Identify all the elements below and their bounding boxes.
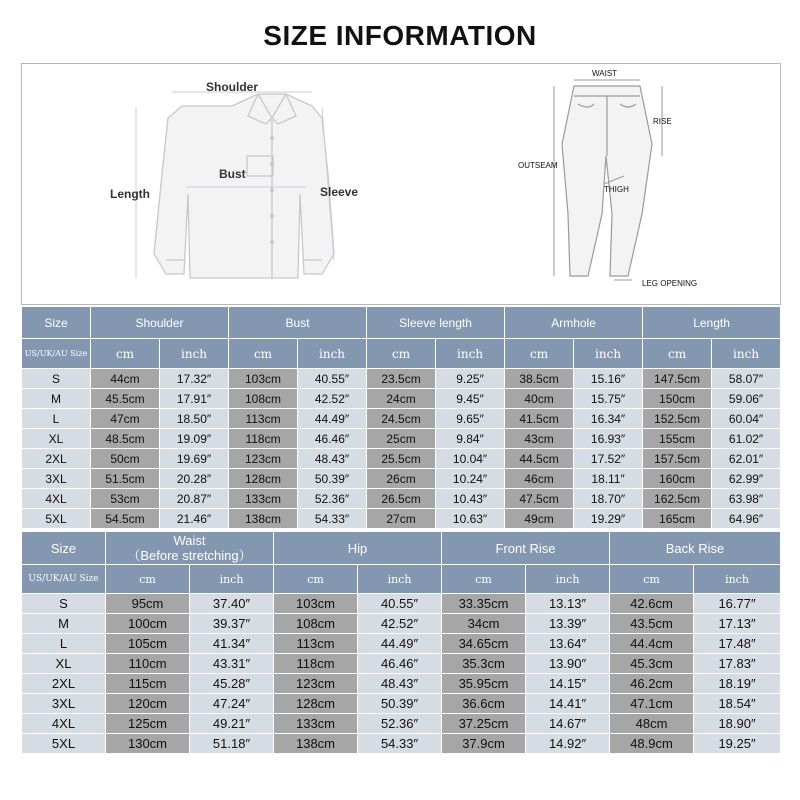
inch-cell: 41.34″: [190, 634, 274, 654]
inch-cell: 16.93″: [574, 429, 643, 449]
cm-cell: 44.4cm: [610, 634, 694, 654]
inch-cell: 17.52″: [574, 449, 643, 469]
rise-label: RISE: [653, 117, 672, 126]
size-cell: 4XL: [22, 714, 106, 734]
inch-cell: 16.34″: [574, 409, 643, 429]
cm-cell: 25.5cm: [367, 449, 436, 469]
size-label: US/UK/AU Size: [22, 565, 106, 594]
unit-inch: inch: [436, 339, 505, 369]
cm-cell: 48cm: [610, 714, 694, 734]
cm-cell: 23.5cm: [367, 369, 436, 389]
cm-cell: 162.5cm: [643, 489, 712, 509]
size-cell: 3XL: [22, 694, 106, 714]
size-cell: 2XL: [22, 674, 106, 694]
table-row: [22, 714, 781, 734]
unit-cm: cm: [229, 339, 298, 369]
inch-cell: 18.90″: [694, 714, 781, 734]
cm-cell: 155cm: [643, 429, 712, 449]
header-waist-note: （Before stretching）: [127, 548, 252, 563]
cm-cell: 48.9cm: [610, 734, 694, 754]
inch-cell: 10.24″: [436, 469, 505, 489]
cm-cell: 54.5cm: [91, 509, 160, 529]
cm-cell: 42.6cm: [610, 594, 694, 614]
cm-cell: 125cm: [106, 714, 190, 734]
size-cell: 5XL: [22, 509, 91, 529]
header-waist: [106, 532, 274, 565]
cm-cell: 46cm: [505, 469, 574, 489]
cm-cell: 165cm: [643, 509, 712, 529]
cm-cell: 34.65cm: [442, 634, 526, 654]
cm-cell: 133cm: [274, 714, 358, 734]
page-title: SIZE INFORMATION: [263, 20, 537, 51]
table-row: [22, 489, 781, 509]
size-cell: 4XL: [22, 489, 91, 509]
inch-cell: 46.46″: [298, 429, 367, 449]
inch-cell: 50.39″: [298, 469, 367, 489]
table-row: [22, 369, 781, 389]
cm-cell: 45.3cm: [610, 654, 694, 674]
header-front-rise: Front Rise: [442, 532, 610, 565]
cm-cell: 128cm: [274, 694, 358, 714]
header-shoulder: Shoulder: [91, 307, 229, 339]
cm-cell: 157.5cm: [643, 449, 712, 469]
inch-cell: 14.41″: [526, 694, 610, 714]
inch-cell: 39.37″: [190, 614, 274, 634]
unit-inch: inch: [298, 339, 367, 369]
header-size: Size: [22, 307, 91, 339]
cm-cell: 41.5cm: [505, 409, 574, 429]
table-row: [22, 409, 781, 429]
cm-cell: 160cm: [643, 469, 712, 489]
unit-cm: cm: [367, 339, 436, 369]
inch-cell: 46.46″: [358, 654, 442, 674]
unit-cm: cm: [274, 565, 358, 594]
shirt-illustration: [154, 94, 334, 278]
inch-cell: 9.25″: [436, 369, 505, 389]
thigh-label: THIGH: [604, 185, 629, 194]
table-row: [22, 634, 781, 654]
cm-cell: 133cm: [229, 489, 298, 509]
bust-label: Bust: [219, 167, 246, 181]
cm-cell: 130cm: [106, 734, 190, 754]
pants-table-header-row: [22, 532, 781, 565]
pants-table-unit-row: [22, 565, 781, 594]
unit-cm: cm: [91, 339, 160, 369]
cm-cell: 47cm: [91, 409, 160, 429]
cm-cell: 100cm: [106, 614, 190, 634]
inch-cell: 40.55″: [298, 369, 367, 389]
table-row: [22, 734, 781, 754]
sleeve-label: Sleeve: [320, 185, 359, 199]
size-cell: XL: [22, 654, 106, 674]
leg-opening-label: LEG OPENING: [642, 279, 698, 288]
cm-cell: 35.95cm: [442, 674, 526, 694]
inch-cell: 50.39″: [358, 694, 442, 714]
size-cell: S: [22, 594, 106, 614]
length-label: Length: [110, 187, 150, 201]
garment-illustration: [22, 64, 780, 304]
cm-cell: 40cm: [505, 389, 574, 409]
inch-cell: 18.54″: [694, 694, 781, 714]
inch-cell: 19.29″: [574, 509, 643, 529]
inch-cell: 16.77″: [694, 594, 781, 614]
unit-inch: inch: [574, 339, 643, 369]
cm-cell: 35.3cm: [442, 654, 526, 674]
cm-cell: 43cm: [505, 429, 574, 449]
inch-cell: 14.67″: [526, 714, 610, 734]
inch-cell: 42.52″: [358, 614, 442, 634]
cm-cell: 120cm: [106, 694, 190, 714]
cm-cell: 147.5cm: [643, 369, 712, 389]
unit-cm: cm: [643, 339, 712, 369]
table-row: [22, 614, 781, 634]
cm-cell: 38.5cm: [505, 369, 574, 389]
inch-cell: 37.40″: [190, 594, 274, 614]
inch-cell: 18.50″: [160, 409, 229, 429]
inch-cell: 17.83″: [694, 654, 781, 674]
inch-cell: 20.87″: [160, 489, 229, 509]
header-back-rise: Back Rise: [610, 532, 781, 565]
inch-cell: 15.75″: [574, 389, 643, 409]
inch-cell: 18.11″: [574, 469, 643, 489]
waist-label: WAIST: [592, 69, 618, 78]
cm-cell: 51.5cm: [91, 469, 160, 489]
inch-cell: 17.48″: [694, 634, 781, 654]
cm-cell: 27cm: [367, 509, 436, 529]
cm-cell: 118cm: [274, 654, 358, 674]
cm-cell: 47.5cm: [505, 489, 574, 509]
cm-cell: 118cm: [229, 429, 298, 449]
cm-cell: 152.5cm: [643, 409, 712, 429]
size-cell: L: [22, 409, 91, 429]
inch-cell: 14.92″: [526, 734, 610, 754]
cm-cell: 48.5cm: [91, 429, 160, 449]
cm-cell: 36.6cm: [442, 694, 526, 714]
header-armhole: Armhole: [505, 307, 643, 339]
size-cell: 2XL: [22, 449, 91, 469]
inch-cell: 17.91″: [160, 389, 229, 409]
cm-cell: 47.1cm: [610, 694, 694, 714]
cm-cell: 44cm: [91, 369, 160, 389]
table-row: [22, 429, 781, 449]
cm-cell: 103cm: [274, 594, 358, 614]
size-cell: S: [22, 369, 91, 389]
cm-cell: 150cm: [643, 389, 712, 409]
inch-cell: 47.24″: [190, 694, 274, 714]
cm-cell: 53cm: [91, 489, 160, 509]
unit-cm: cm: [442, 565, 526, 594]
unit-inch: inch: [712, 339, 781, 369]
unit-inch: inch: [694, 565, 781, 594]
cm-cell: 50cm: [91, 449, 160, 469]
inch-cell: 42.52″: [298, 389, 367, 409]
cm-cell: 26cm: [367, 469, 436, 489]
inch-cell: 52.36″: [298, 489, 367, 509]
inch-cell: 64.96″: [712, 509, 781, 529]
inch-cell: 13.13″: [526, 594, 610, 614]
unit-inch: inch: [526, 565, 610, 594]
inch-cell: 60.04″: [712, 409, 781, 429]
inch-cell: 49.21″: [190, 714, 274, 734]
table-row: [22, 654, 781, 674]
inch-cell: 13.90″: [526, 654, 610, 674]
inch-cell: 19.25″: [694, 734, 781, 754]
cm-cell: 49cm: [505, 509, 574, 529]
inch-cell: 54.33″: [298, 509, 367, 529]
table-row: [22, 674, 781, 694]
inch-cell: 10.43″: [436, 489, 505, 509]
cm-cell: 103cm: [229, 369, 298, 389]
table-row: [22, 594, 781, 614]
cm-cell: 138cm: [274, 734, 358, 754]
table-row: [22, 509, 781, 529]
cm-cell: 108cm: [274, 614, 358, 634]
cm-cell: 123cm: [274, 674, 358, 694]
cm-cell: 24cm: [367, 389, 436, 409]
inch-cell: 40.55″: [358, 594, 442, 614]
cm-cell: 37.25cm: [442, 714, 526, 734]
outseam-label: OUTSEAM: [518, 161, 558, 170]
table-row: [22, 449, 781, 469]
cm-cell: 113cm: [274, 634, 358, 654]
table-row: [22, 469, 781, 489]
header-length: Length: [643, 307, 781, 339]
pants-size-table: [21, 531, 781, 754]
inch-cell: 18.19″: [694, 674, 781, 694]
unit-cm: cm: [610, 565, 694, 594]
header-waist-label: Waist: [173, 533, 206, 548]
inch-cell: 9.84″: [436, 429, 505, 449]
cm-cell: 128cm: [229, 469, 298, 489]
header-bust: Bust: [229, 307, 367, 339]
cm-cell: 108cm: [229, 389, 298, 409]
inch-cell: 48.43″: [358, 674, 442, 694]
cm-cell: 138cm: [229, 509, 298, 529]
unit-cm: cm: [505, 339, 574, 369]
inch-cell: 62.01″: [712, 449, 781, 469]
inch-cell: 21.46″: [160, 509, 229, 529]
inch-cell: 19.09″: [160, 429, 229, 449]
unit-inch: inch: [160, 339, 229, 369]
size-diagram: [21, 63, 781, 305]
cm-cell: 123cm: [229, 449, 298, 469]
pants-table-body: [22, 594, 781, 754]
inch-cell: 9.65″: [436, 409, 505, 429]
size-label: US/UK/AU Size: [22, 339, 91, 369]
inch-cell: 43.31″: [190, 654, 274, 674]
cm-cell: 37.9cm: [442, 734, 526, 754]
size-cell: M: [22, 614, 106, 634]
inch-cell: 20.28″: [160, 469, 229, 489]
cm-cell: 26.5cm: [367, 489, 436, 509]
inch-cell: 54.33″: [358, 734, 442, 754]
unit-inch: inch: [190, 565, 274, 594]
shirt-table-body: [22, 369, 781, 529]
cm-cell: 105cm: [106, 634, 190, 654]
inch-cell: 14.15″: [526, 674, 610, 694]
cm-cell: 113cm: [229, 409, 298, 429]
cm-cell: 95cm: [106, 594, 190, 614]
inch-cell: 17.32″: [160, 369, 229, 389]
inch-cell: 58.07″: [712, 369, 781, 389]
cm-cell: 110cm: [106, 654, 190, 674]
inch-cell: 17.13″: [694, 614, 781, 634]
inch-cell: 48.43″: [298, 449, 367, 469]
size-cell: L: [22, 634, 106, 654]
size-cell: XL: [22, 429, 91, 449]
shirt-size-table: [21, 306, 781, 529]
unit-inch: inch: [358, 565, 442, 594]
inch-cell: 13.39″: [526, 614, 610, 634]
size-cell: M: [22, 389, 91, 409]
shirt-table-header-row: [22, 307, 781, 339]
cm-cell: 44.5cm: [505, 449, 574, 469]
header-size: Size: [22, 532, 106, 565]
inch-cell: 45.28″: [190, 674, 274, 694]
pants-illustration: [562, 86, 652, 276]
inch-cell: 63.98″: [712, 489, 781, 509]
cm-cell: 45.5cm: [91, 389, 160, 409]
inch-cell: 19.69″: [160, 449, 229, 469]
table-row: [22, 694, 781, 714]
inch-cell: 44.49″: [298, 409, 367, 429]
inch-cell: 15.16″: [574, 369, 643, 389]
header-hip: Hip: [274, 532, 442, 565]
inch-cell: 10.63″: [436, 509, 505, 529]
inch-cell: 51.18″: [190, 734, 274, 754]
inch-cell: 44.49″: [358, 634, 442, 654]
inch-cell: 9.45″: [436, 389, 505, 409]
inch-cell: 62.99″: [712, 469, 781, 489]
inch-cell: 18.70″: [574, 489, 643, 509]
inch-cell: 10.04″: [436, 449, 505, 469]
cm-cell: 24.5cm: [367, 409, 436, 429]
inch-cell: 61.02″: [712, 429, 781, 449]
unit-cm: cm: [106, 565, 190, 594]
cm-cell: 34cm: [442, 614, 526, 634]
cm-cell: 46.2cm: [610, 674, 694, 694]
inch-cell: 52.36″: [358, 714, 442, 734]
size-cell: 3XL: [22, 469, 91, 489]
cm-cell: 25cm: [367, 429, 436, 449]
shirt-table-unit-row: [22, 339, 781, 369]
header-sleeve-length: Sleeve length: [367, 307, 505, 339]
cm-cell: 115cm: [106, 674, 190, 694]
inch-cell: 59.06″: [712, 389, 781, 409]
cm-cell: 43.5cm: [610, 614, 694, 634]
shoulder-label: Shoulder: [206, 80, 259, 94]
inch-cell: 13.64″: [526, 634, 610, 654]
size-cell: 5XL: [22, 734, 106, 754]
table-row: [22, 389, 781, 409]
cm-cell: 33.35cm: [442, 594, 526, 614]
